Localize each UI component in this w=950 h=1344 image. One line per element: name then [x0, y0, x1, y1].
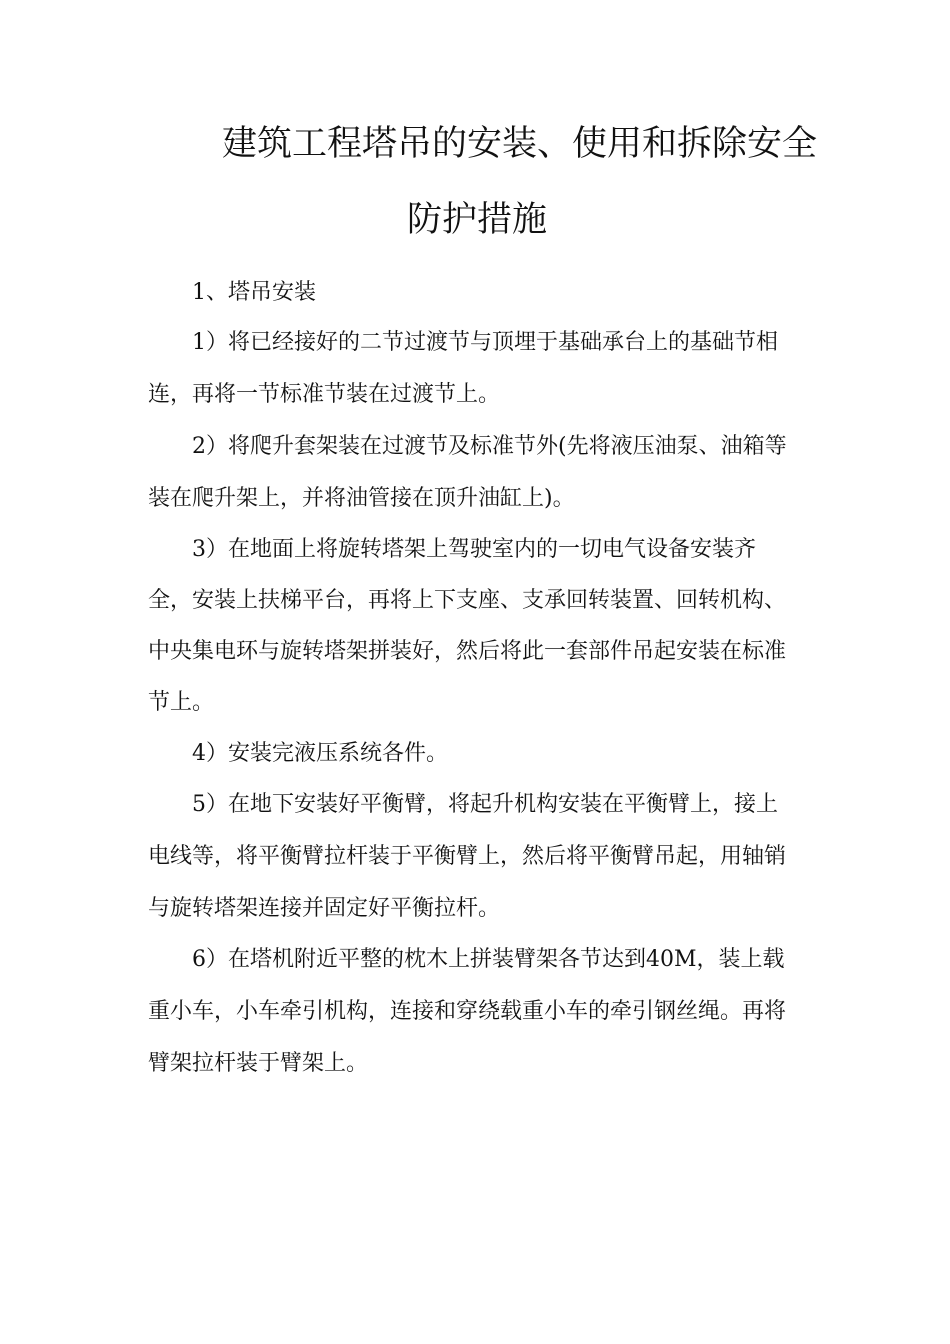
document-title-line-1: 建筑工程塔吊的安装、使用和拆除安全 — [222, 124, 818, 164]
paragraph-line: 中央集电环与旋转塔架拼装好，然后将此一套部件吊起安装在标准 — [148, 639, 787, 664]
paragraph-line: 全，安装上扶梯平台，再将上下支座、支承回转装置、回转机构、 — [148, 588, 787, 613]
paragraph-line: 1）将已经接好的二节过渡节与顶埋于基础承台上的基础节相 — [192, 330, 778, 355]
paragraph-line: 与旋转塔架连接并固定好平衡拉杆。 — [148, 896, 501, 921]
paragraph-line: 节上。 — [148, 690, 215, 715]
paragraph-line: 4）安装完液压系统各件。 — [192, 741, 448, 766]
paragraph-line: 6）在塔机附近平整的枕木上拼装臂架各节达到40M，装上载 — [192, 947, 785, 972]
paragraph-line: 重小车，小车牵引机构，连接和穿绕载重小车的牵引钢丝绳。再将 — [148, 999, 787, 1024]
paragraph-line: 2）将爬升套架装在过渡节及标准节外(先将液压油泵、油箱等 — [192, 434, 787, 459]
document-title-line-2: 防护措施 — [407, 200, 548, 240]
section-heading: 1、塔吊安装 — [192, 280, 316, 305]
paragraph-line: 3）在地面上将旋转塔架上驾驶室内的一切电气设备安装齐 — [192, 537, 756, 562]
paragraph-line: 5）在地下安装好平衡臂，将起升机构安装在平衡臂上，接上 — [192, 792, 778, 817]
paragraph-line: 电线等，将平衡臂拉杆装于平衡臂上，然后将平衡臂吊起，用轴销 — [148, 844, 787, 869]
paragraph-line: 装在爬升架上，并将油管接在顶升油缸上)。 — [148, 486, 575, 511]
paragraph-line: 臂架拉杆装于臂架上。 — [148, 1051, 369, 1076]
paragraph-line: 连，再将一节标准节装在过渡节上。 — [148, 382, 501, 407]
